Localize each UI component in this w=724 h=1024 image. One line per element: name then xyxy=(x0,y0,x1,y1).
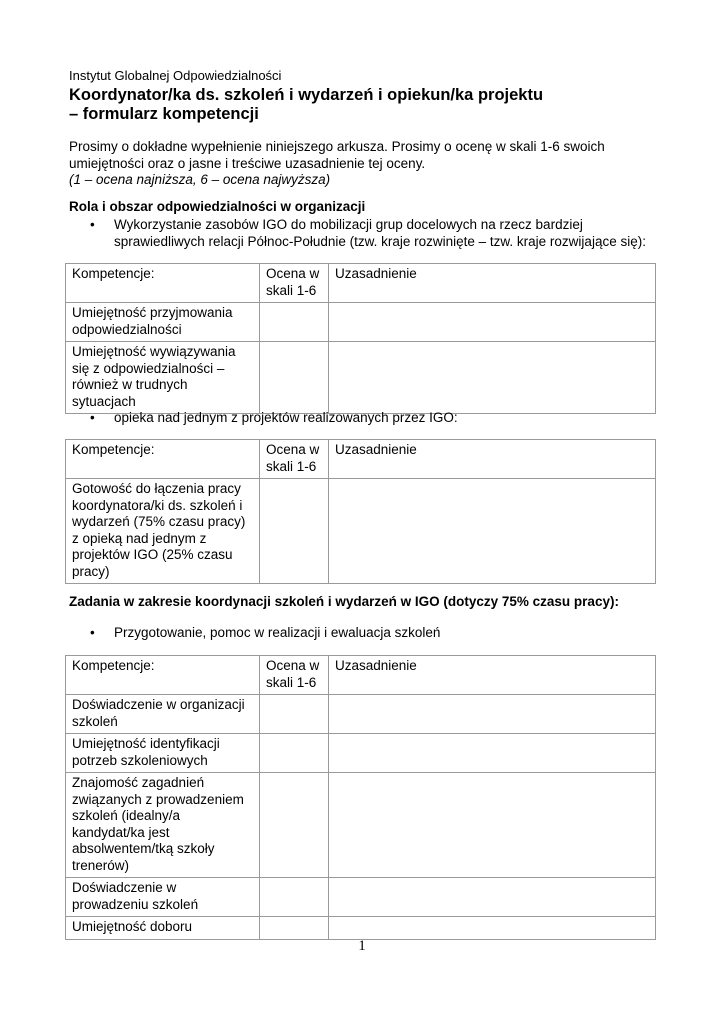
table-row xyxy=(66,734,656,773)
bullet-icon: • xyxy=(90,410,95,425)
table-row xyxy=(66,303,656,342)
rating-cell[interactable] xyxy=(260,878,329,917)
justification-cell[interactable] xyxy=(329,878,656,917)
bullet-item xyxy=(90,624,650,641)
bullet-icon: • xyxy=(90,625,95,640)
title-line-1: Koordynator/ka ds. szkoleń i wydarzeń i opiekun/ka projektu xyxy=(69,86,544,104)
bullet-icon: • xyxy=(90,217,95,232)
justification-cell[interactable] xyxy=(329,695,656,734)
rating-cell[interactable] xyxy=(260,773,329,878)
rating-cell[interactable] xyxy=(260,479,329,584)
header-competence: Kompetencje: xyxy=(66,656,260,695)
rating-cell[interactable] xyxy=(260,734,329,773)
justification-cell[interactable] xyxy=(329,917,656,940)
table-row xyxy=(66,773,656,878)
table-row xyxy=(66,342,656,414)
justification-cell[interactable] xyxy=(329,303,656,342)
header-rating: Ocena w skali 1-6 xyxy=(260,656,329,695)
header-justification: Uzasadnienie xyxy=(329,264,656,303)
justification-cell[interactable] xyxy=(329,342,656,414)
section-heading-role: Rola i obszar odpowiedzialności w organizacji xyxy=(69,199,366,214)
competence-cell: Umiejętność identyfikacji potrzeb szkoleniowych xyxy=(66,734,260,773)
bullet-item xyxy=(90,409,650,426)
bullet-text: opieka nad jednym z projektów realizowanych przez IGO: xyxy=(114,410,458,425)
bullet-item xyxy=(90,216,650,250)
header-rating: Ocena w skali 1-6 xyxy=(260,440,329,479)
intro-text: Prosimy o dokładne wypełnienie niniejszego arkusza. Prosimy o ocenę w skali 1-6 swoich umiejętności oraz o jasne i treściwe uzasadnienie tej oceny. xyxy=(69,139,605,171)
rating-cell[interactable] xyxy=(260,342,329,414)
justification-cell[interactable] xyxy=(329,734,656,773)
header-competence: Kompetencje: xyxy=(66,440,260,479)
competence-cell: Znajomość zagadnień związanych z prowadzeniem szkoleń (idealny/a kandydat/ka jest absolwentem/tką szkoły trenerów) xyxy=(66,773,260,878)
organization-name: Instytut Globalnej Odpowiedzialności xyxy=(69,68,282,83)
page-title xyxy=(69,86,629,124)
scale-note: (1 – ocena najniższa, 6 – ocena najwyższa) xyxy=(69,172,331,187)
table-header-row xyxy=(66,656,656,695)
competence-cell: Umiejętność doboru xyxy=(66,917,260,940)
justification-cell[interactable] xyxy=(329,773,656,878)
intro-paragraph xyxy=(69,139,629,189)
title-line-2: – formularz kompetencji xyxy=(69,105,259,123)
bullet-text: Przygotowanie, pomoc w realizacji i ewaluacja szkoleń xyxy=(114,625,441,640)
bullet-text: Wykorzystanie zasobów IGO do mobilizacji grup docelowych na rzecz bardziej sprawiedliwych relacji Północ-Południe (tzw. kraje rozwinięte – tzw. kraje rozwijające się): xyxy=(114,217,646,249)
table-header-row xyxy=(66,264,656,303)
competence-cell: Umiejętność wywiązywania się z odpowiedzialności – również w trudnych sytuacjach xyxy=(66,342,260,414)
table-row xyxy=(66,878,656,917)
table-row xyxy=(66,479,656,584)
rating-cell[interactable] xyxy=(260,917,329,940)
competence-cell: Gotowość do łączenia pracy koordynatora/ki ds. szkoleń i wydarzeń (75% czasu pracy) z opieką nad jednym z projektów IGO (25% czasu pracy) xyxy=(66,479,260,584)
rating-cell[interactable] xyxy=(260,695,329,734)
section-heading-tasks: Zadania w zakresie koordynacji szkoleń i wydarzeń w IGO (dotyczy 75% czasu pracy): xyxy=(69,594,619,609)
competence-table-1 xyxy=(65,263,656,414)
justification-cell[interactable] xyxy=(329,479,656,584)
competence-table-3 xyxy=(65,655,656,940)
table-row xyxy=(66,695,656,734)
page-number: 1 xyxy=(358,938,366,954)
header-competence: Kompetencje: xyxy=(66,264,260,303)
competence-cell: Doświadczenie w organizacji szkoleń xyxy=(66,695,260,734)
table-header-row xyxy=(66,440,656,479)
competence-cell: Doświadczenie w prowadzeniu szkoleń xyxy=(66,878,260,917)
table-row xyxy=(66,917,656,940)
header-justification: Uzasadnienie xyxy=(329,656,656,695)
rating-cell[interactable] xyxy=(260,303,329,342)
header-justification: Uzasadnienie xyxy=(329,440,656,479)
competence-cell: Umiejętność przyjmowania odpowiedzialności xyxy=(66,303,260,342)
competence-table-2 xyxy=(65,439,656,584)
header-rating: Ocena w skali 1-6 xyxy=(260,264,329,303)
